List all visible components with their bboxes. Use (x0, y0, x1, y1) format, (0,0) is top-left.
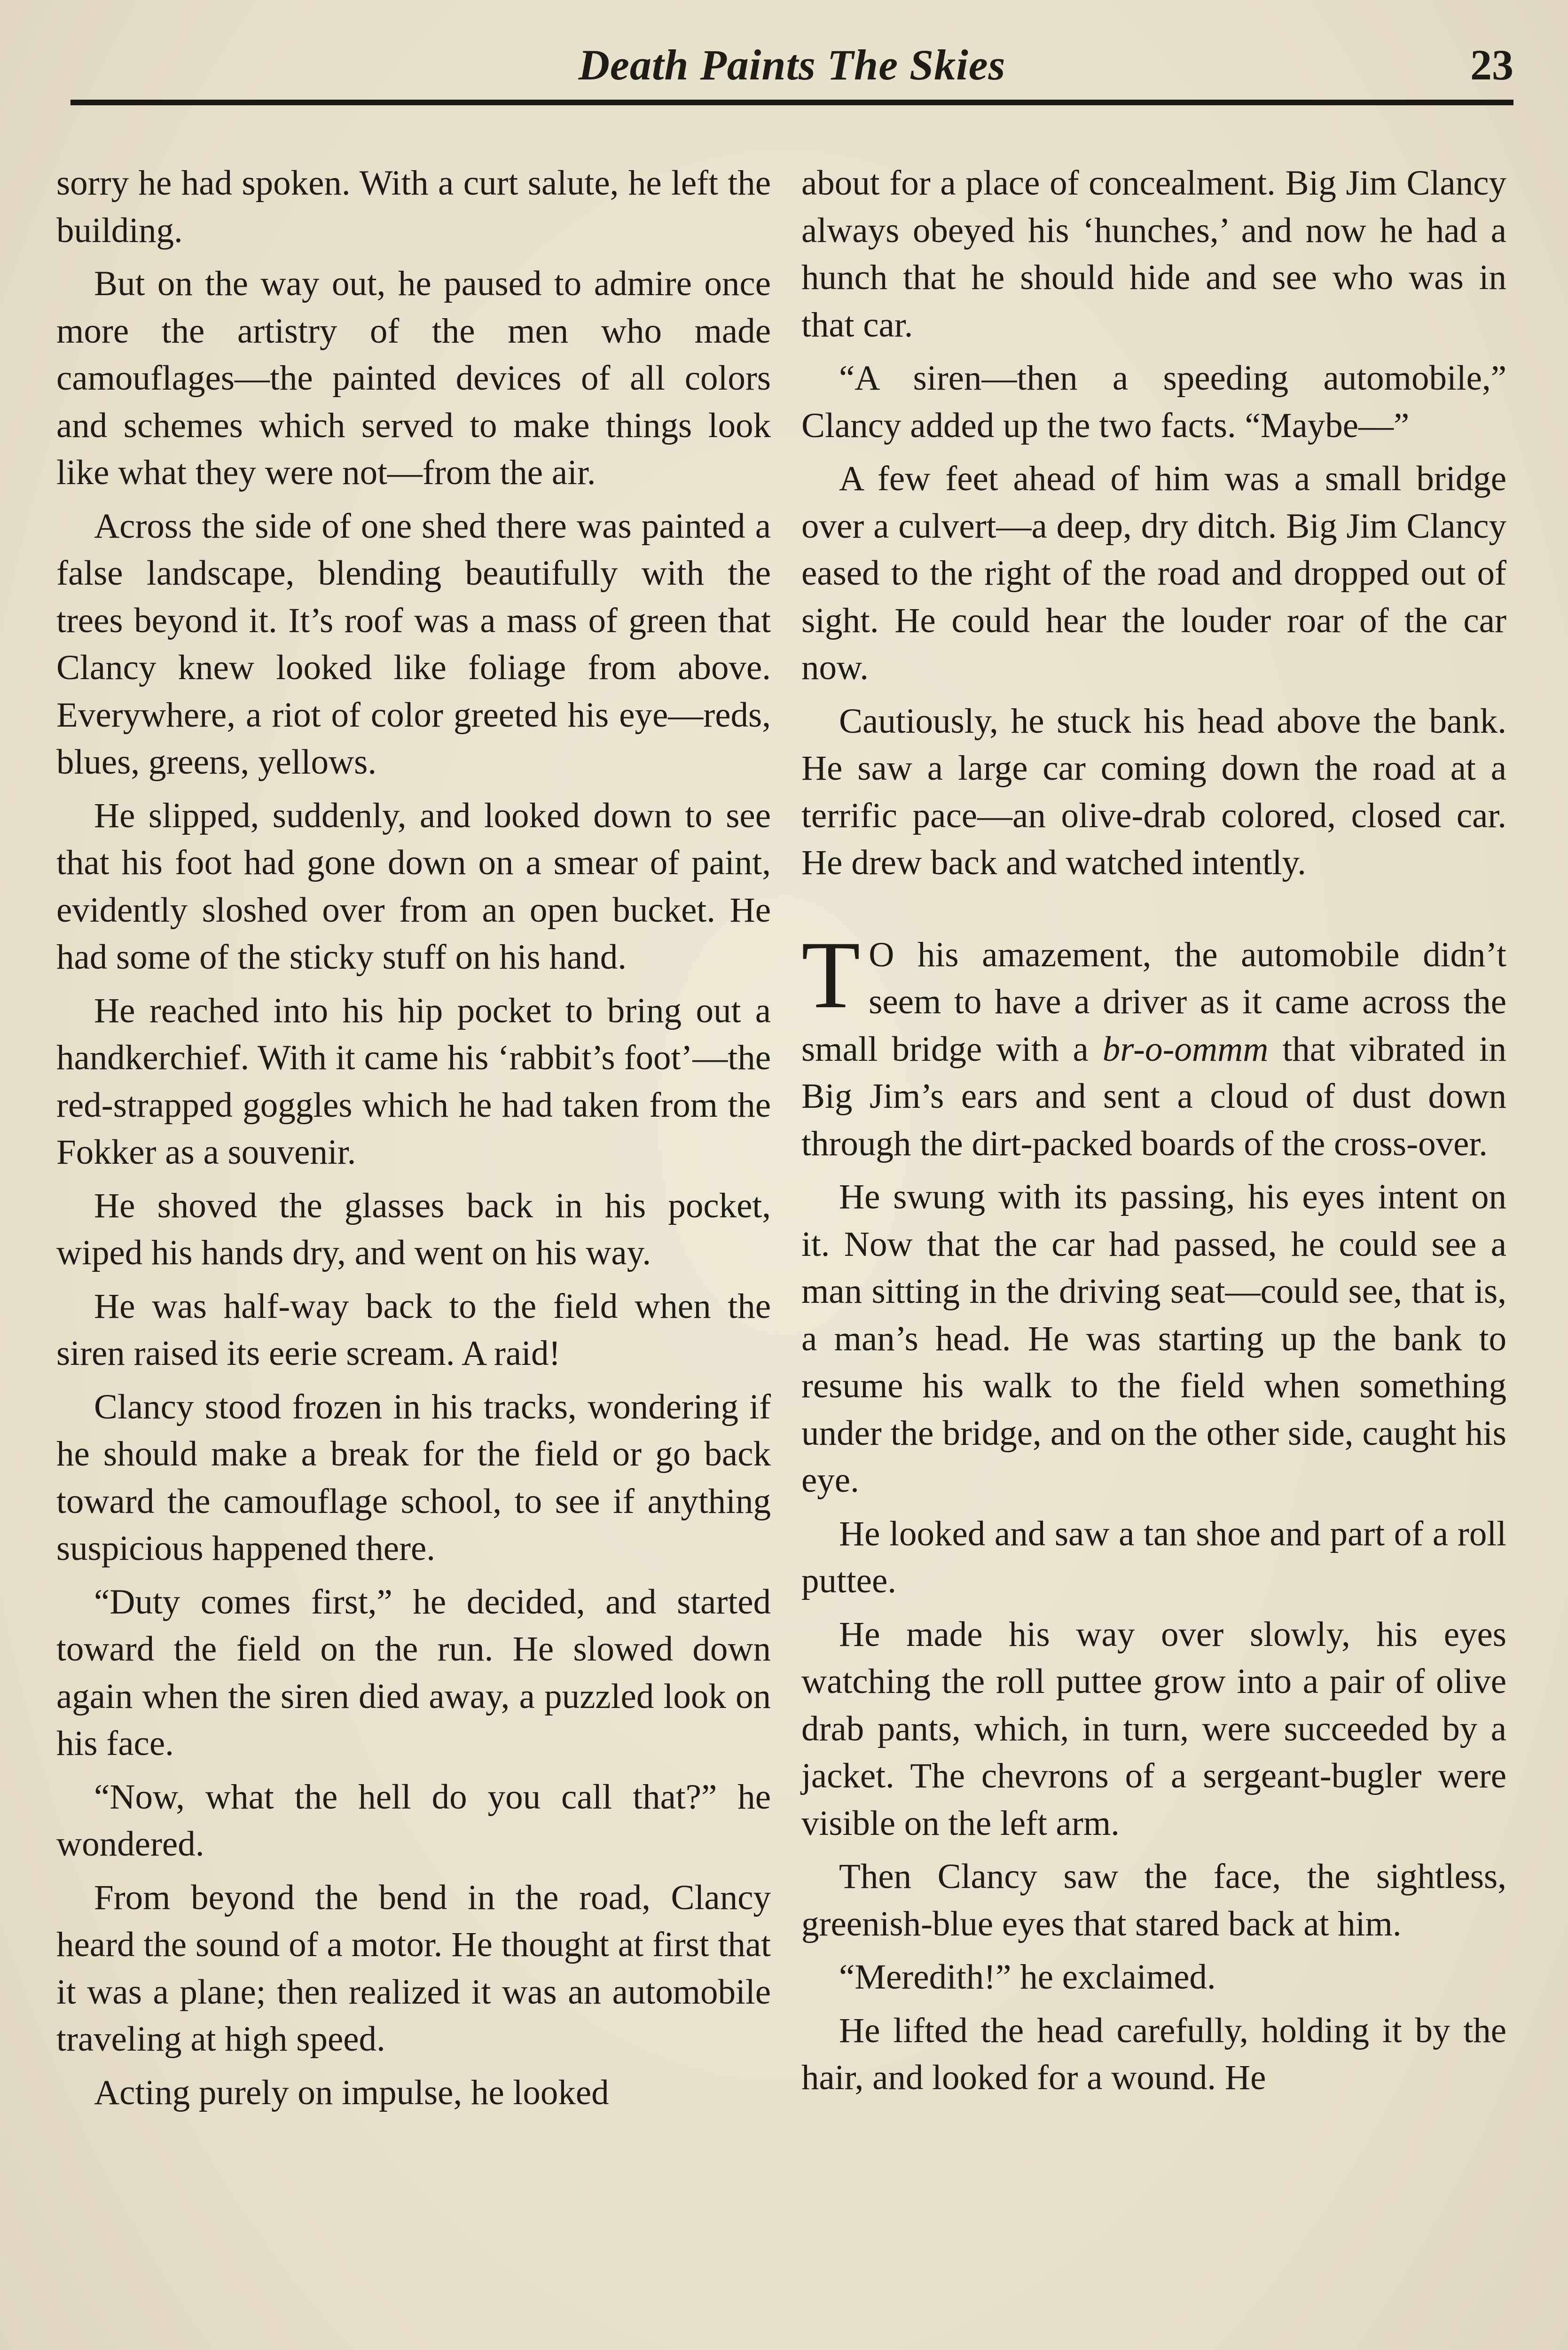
drop-cap-text: O his amazement, the automobile didn’t seem to have a driver as it came across the small bridge with a (801, 935, 1506, 1069)
paragraph: Acting purely on impulse, he looked (94, 2073, 609, 2112)
paragraph: He shoved the glasses back in his pocket, wiped his hands dry, and went on his way. (56, 1186, 771, 1272)
paragraph: “Now, what the hell do you call that?” he wondered. (56, 1777, 771, 1864)
drop-cap-text-end: that vibrated in Big Jim’s ears and sent a cloud of dust down through the dirt-packed boards of the cross-over. (801, 1029, 1507, 1163)
paragraph: Cautiously, he stuck his head above the bank. He saw a large car coming down the road at a terrific pace—an olive-drab colored, closed car. He drew back and watched intently. (801, 701, 1506, 882)
page-number: 23 (1470, 41, 1513, 89)
paragraph: He swung with its passing, his eyes intent on it. Now that the car had passed, he could see a man sitting in the driving seat—could see, that is, a man’s head. He was starting up the bank to resume his walk to the field when something under the bridge, and on the other side, caught his eye. (801, 1177, 1506, 1500)
paragraph: Then Clancy saw the face, the sightless, greenish-blue eyes that stared back at him. (801, 1857, 1506, 1943)
page-header (71, 40, 1513, 101)
paragraph: A few feet ahead of him was a small bridge over a culvert—a deep, dry ditch. Big Jim Clancy eased to the right of the road and dropped out of sight. He could hear the louder roar of the car now. (801, 459, 1506, 687)
paragraph: But on the way out, he paused to admire once more the artistry of the men who made camouflages—the painted devices of all colors and schemes which served to make things look like what they were not—from the air. (56, 264, 771, 492)
paragraph: about for a place of concealment. Big Jim Clancy always obeyed his ‘hunches,’ and now he had a hunch that he should hide and see who was in that car. (801, 164, 1506, 345)
paragraph: “Duty comes first,” he decided, and started toward the field on the run. He slowed down again when the siren died away, a puzzled look on his face. (56, 1582, 771, 1763)
drop-cap-letter: T (801, 921, 861, 1028)
section-opening-paragraph (801, 921, 1507, 1168)
sound-effect-text: br-o-ommm (1102, 1029, 1269, 1069)
paragraph: He was half-way back to the field when the siren raised its eerie scream. A raid! (56, 1286, 771, 1373)
left-column (56, 160, 771, 2123)
paragraph: He lifted the head carefully, holding it by the hair, and looked for a wound. He (801, 2011, 1506, 2097)
paragraph: sorry he had spoken. With a curt salute, he left the building. (56, 164, 771, 250)
paragraph: He reached into his hip pocket to bring out a handkerchief. With it came his ‘rabbit’s foot’—the red-strapped goggles which he had taken from the Fokker as a souvenir. (56, 991, 771, 1172)
paragraph: Across the side of one shed there was painted a false landscape, blending beautifully with the trees beyond it. It’s roof was a mass of green that Clancy knew looked like foliage from above. Everywhere, a riot of color greeted his eye—reds, blues, greens, yellows. (56, 506, 771, 782)
header-rule (71, 100, 1513, 105)
running-title: Death Paints The Skies (578, 41, 1006, 89)
right-column (801, 160, 1506, 2108)
paragraph: He slipped, suddenly, and looked down to see that his foot had gone down on a smear of paint, evidently sloshed over from an open bucket. He had some of the sticky stuff on his hand. (56, 796, 771, 977)
paragraph: He made his way over slowly, his eyes watching the roll puttee grow into a pair of olive drab pants, which, in turn, were succeeded by a jacket. The chevrons of a sergeant-bugler were visible on the left arm. (801, 1614, 1506, 1843)
paragraph: “A siren—then a speeding automobile,” Clancy added up the two facts. “Maybe—” (801, 359, 1506, 445)
paragraph: From beyond the bend in the road, Clancy heard the sound of a motor. He thought at first that it was a plane; then realized it was an automobile traveling at high speed. (56, 1878, 771, 2059)
paragraph: He looked and saw a tan shoe and part of a roll puttee. (801, 1514, 1506, 1600)
paragraph: Clancy stood frozen in his tracks, wondering if he should make a break for the field or go back toward the camouflage school, to see if anything suspicious happened there. (56, 1387, 771, 1568)
paragraph: “Meredith!” he exclaimed. (839, 1958, 1216, 1997)
